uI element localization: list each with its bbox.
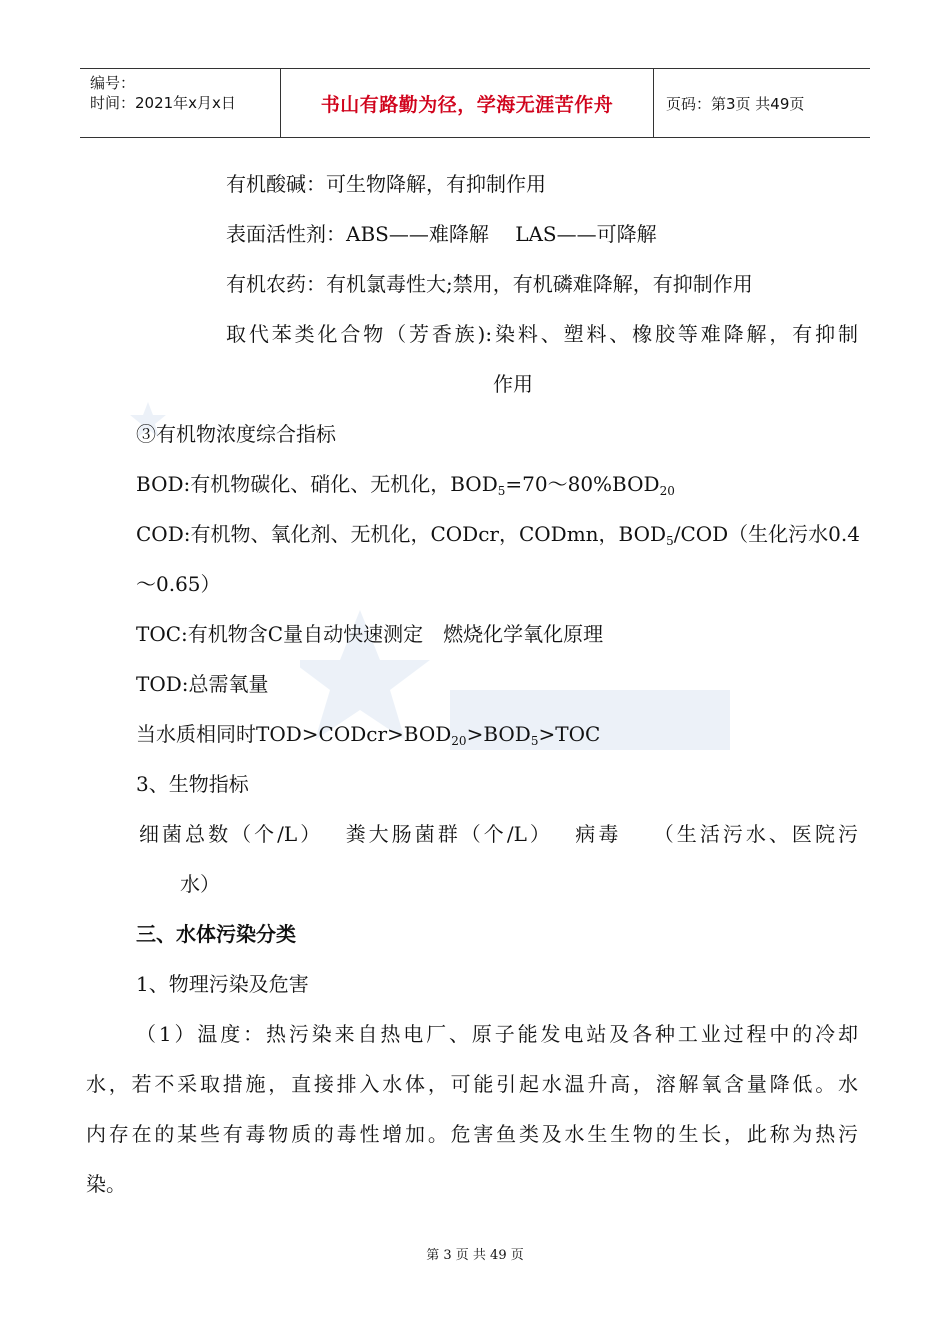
page-footer: 第 3 页 共 49 页 xyxy=(426,1248,524,1263)
heading-water-pollution: 三、水体污染分类 xyxy=(136,922,296,946)
text-line-bacteria-cont: 水） xyxy=(180,872,220,896)
page-header xyxy=(80,68,870,138)
date-label: 时间：2021年x月x日 xyxy=(90,94,236,112)
text-line-toc: TOC:有机物含C量自动快速测定 燃烧化学氧化原理 xyxy=(136,622,604,646)
text-line-benzene: 取代苯类化合物（芳香族):染料、塑料、橡胶等难降解，有抑制 xyxy=(226,322,858,346)
text-line-bacteria: 细菌总数（个/L） 粪大肠菌群（个/L） 病毒 （生活污水、医院污 xyxy=(139,822,858,846)
text-line-temperature-4: 染。 xyxy=(86,1172,126,1196)
text-line-organic-acid: 有机酸碱：可生物降解，有抑制作用 xyxy=(226,172,546,196)
page-info-text: 页码：第3页 共49页 xyxy=(666,94,805,113)
text-line-comparison: 当水质相同时$TOD>CODcr>BOD_{20}>BOD_5>TOC$ xyxy=(136,722,601,748)
motto-cell xyxy=(281,69,654,137)
page-info-cell xyxy=(654,69,870,137)
text-line-temperature-2: 水，若不采取措施，直接排入水体，可能引起水温升高，溶解氧含量降低。水 xyxy=(86,1072,858,1096)
motto-text: 书山有路勤为径，学海无涯苦作舟 xyxy=(320,93,614,116)
section-organic-index: ③有机物浓度综合指标 xyxy=(136,422,336,446)
text-line-benzene-cont: 作用 xyxy=(493,372,533,396)
text-line-temperature: （1）温度：热污染来自热电厂、原子能发电站及各种工业过程中的冷却 xyxy=(136,1022,858,1046)
text-line-pesticide: 有机农药：有机氯毒性大;禁用，有机磷难降解，有抑制作用 xyxy=(226,272,753,296)
text-line-cod-cont: ～0.65） xyxy=(136,572,221,596)
text-line-bod: BOD:有机物碳化、硝化、无机化，$BOD_5=70\sim 80\%BOD_{20}$ xyxy=(136,472,675,498)
section-physical-pollution: 1、物理污染及危害 xyxy=(136,972,309,996)
text-line-surfactant: 表面活性剂：ABS——难降解 LAS——可降解 xyxy=(226,222,657,246)
header-meta-cell xyxy=(80,69,281,137)
text-line-temperature-3: 内存在的某些有毒物质的毒性增加。危害鱼类及水生生物的生长，此称为热污 xyxy=(86,1122,858,1146)
code-label: 编号： xyxy=(90,74,136,92)
section-bio-index: 3、生物指标 xyxy=(136,772,249,796)
text-line-tod: TOD:总需氧量 xyxy=(136,672,269,696)
text-line-cod: COD:有机物、氧化剂、无机化，CODcr，CODmn，$BOD_5/COD$（生化污水0.4 xyxy=(136,522,860,548)
